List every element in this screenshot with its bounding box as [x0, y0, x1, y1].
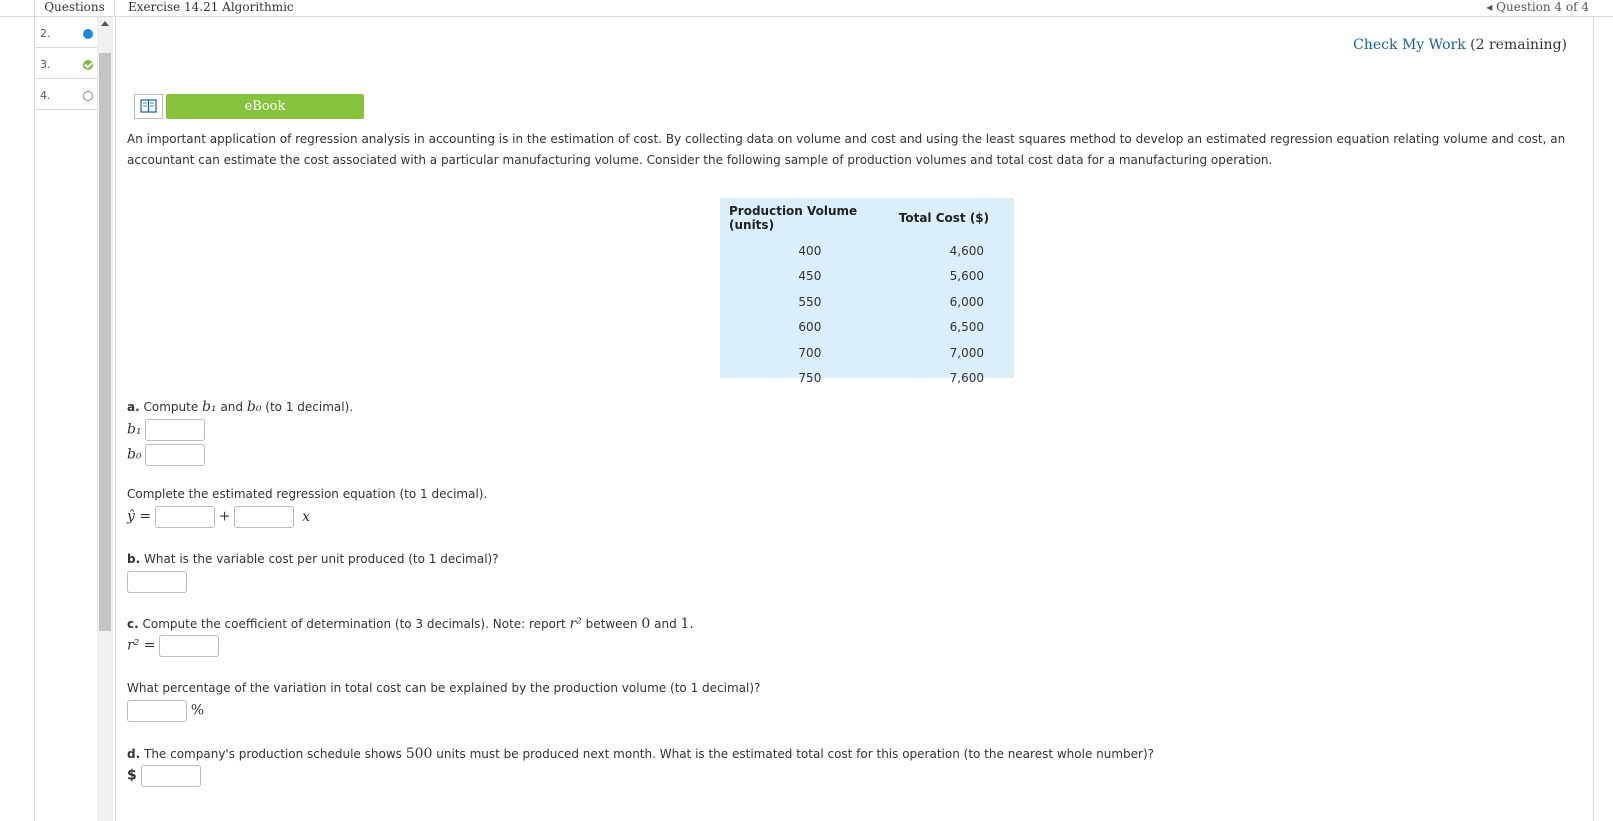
cost-cell: 7,600 [949, 371, 984, 386]
prompt-text: units must be produced next month. What is the estimated total cost for this operation (to the nearest whole number)? [436, 747, 1155, 761]
cost-cell: 6,000 [949, 294, 984, 309]
part-letter: c. [127, 617, 139, 631]
prompt-text: What is the variable cost per unit produced (to 1 decimal)? [143, 552, 499, 566]
part-letter: d. [127, 747, 141, 761]
slope-input[interactable] [234, 506, 294, 528]
part-b-answer [127, 571, 187, 593]
percent-unit: % [190, 702, 205, 719]
r2-input[interactable] [159, 635, 219, 657]
volume-cell: 700 [798, 345, 822, 360]
sidebar-item-question-2[interactable] [35, 17, 97, 48]
prompt-text: between [585, 617, 638, 631]
ebook-bar [134, 94, 364, 119]
remaining-attempts: (2 remaining) [1470, 37, 1567, 53]
scrollbar-thumb[interactable] [99, 53, 111, 631]
checkmark-icon [83, 60, 93, 70]
question-number: 3. [40, 58, 51, 71]
x-variable: x [302, 508, 311, 525]
equation-prompt: Complete the estimated regression equation (to 1 decimal). [127, 487, 488, 501]
total-cost-input[interactable] [141, 765, 201, 787]
b1-label: b₁ [127, 421, 142, 438]
equation-row [127, 506, 310, 528]
total-cost-row [127, 765, 201, 787]
b0-symbol: b₀ [246, 399, 262, 415]
yhat-label: ŷ = [127, 508, 152, 525]
prompt-text: The company's production schedule shows [143, 747, 402, 761]
b1-row [127, 419, 205, 441]
prompt-text: and [654, 617, 677, 631]
table-row [725, 315, 1014, 341]
table-row [725, 340, 1014, 366]
column-header: Total Cost ($) [898, 211, 990, 225]
cost-cell: 4,600 [949, 243, 984, 258]
percentage-row [127, 700, 204, 722]
zero-value: 0 [641, 616, 651, 632]
volume-cell: 450 [798, 269, 822, 284]
plus-sign: + [218, 508, 231, 525]
variable-cost-input[interactable] [127, 571, 187, 593]
part-letter: a. [127, 400, 140, 414]
part-c-prompt [127, 616, 694, 632]
part-b-prompt [127, 552, 499, 566]
sidebar-item-question-4[interactable] [35, 79, 97, 110]
table-row [725, 238, 1014, 264]
cost-cell: 6,500 [949, 320, 984, 335]
sidebar-scrollbar[interactable] [97, 17, 113, 821]
volume-cell: 550 [798, 294, 822, 309]
table-row [725, 264, 1014, 290]
r2-row [127, 635, 219, 657]
exercise-title: Exercise 14.21 Algorithmic [128, 0, 294, 14]
column-header: Production Volume (units) [729, 204, 858, 232]
question-nav-link[interactable]: ◂ Question 4 of 4 [1486, 0, 1589, 14]
data-table [720, 198, 1014, 386]
b0-label: b₀ [127, 446, 142, 463]
question-number: 4. [40, 89, 51, 102]
book-icon[interactable] [134, 94, 163, 119]
problem-intro: An important application of regression analysis in accounting is in the estimation of cost. By collecting data on volume and cost and using the least squares method to develop an estimated regression equation relating volume and cost, an accountant can estimate the cost associated with a particular manufacturing volume. Consider the following sample of production volumes and total cost data for a manufacturing operation. [127, 132, 1566, 167]
intercept-input[interactable] [155, 506, 215, 528]
scroll-up-arrow-icon[interactable] [101, 21, 109, 26]
part-d-prompt [127, 746, 1154, 762]
check-my-work [1353, 37, 1567, 53]
currency-symbol: $ [127, 767, 137, 784]
volume-cell: 600 [798, 320, 822, 335]
table-row [725, 289, 1014, 315]
percentage-prompt: What percentage of the variation in total cost can be explained by the production volume (to 1 decimal)? [127, 681, 761, 695]
top-bar [0, 0, 1613, 17]
part-letter: b. [127, 552, 141, 566]
sidebar-item-question-3[interactable] [35, 48, 97, 79]
prompt-text: Compute [143, 400, 199, 414]
r2-label: r² = [127, 637, 156, 654]
b1-symbol: b₁ [202, 399, 217, 415]
prompt-text: and [220, 400, 244, 414]
volume-cell: 400 [798, 243, 822, 258]
question-number: 2. [40, 27, 51, 40]
r2-symbol: r² [569, 616, 582, 632]
ebook-button[interactable]: eBook [166, 94, 364, 119]
table-row [725, 366, 1014, 392]
prompt-text: (to 1 decimal). [265, 400, 354, 414]
percentage-input[interactable] [127, 700, 187, 722]
b0-row [127, 444, 205, 466]
question-sidebar [34, 17, 116, 821]
cost-cell: 5,600 [949, 269, 984, 284]
one-value: 1. [680, 616, 694, 632]
prompt-text: Compute the coefficient of determination (to 3 decimals). Note: report [142, 617, 566, 631]
empty-circle-icon [83, 91, 93, 101]
in-progress-icon [83, 29, 93, 39]
b1-input[interactable] [145, 419, 205, 441]
b0-input[interactable] [145, 444, 205, 466]
part-a-prompt [127, 399, 353, 415]
volume-cell: 750 [798, 371, 822, 386]
units-value: 500 [405, 746, 433, 762]
check-my-work-link[interactable]: Check My Work [1353, 37, 1466, 53]
questions-header: Questions [34, 0, 115, 16]
cost-cell: 7,000 [949, 345, 984, 360]
